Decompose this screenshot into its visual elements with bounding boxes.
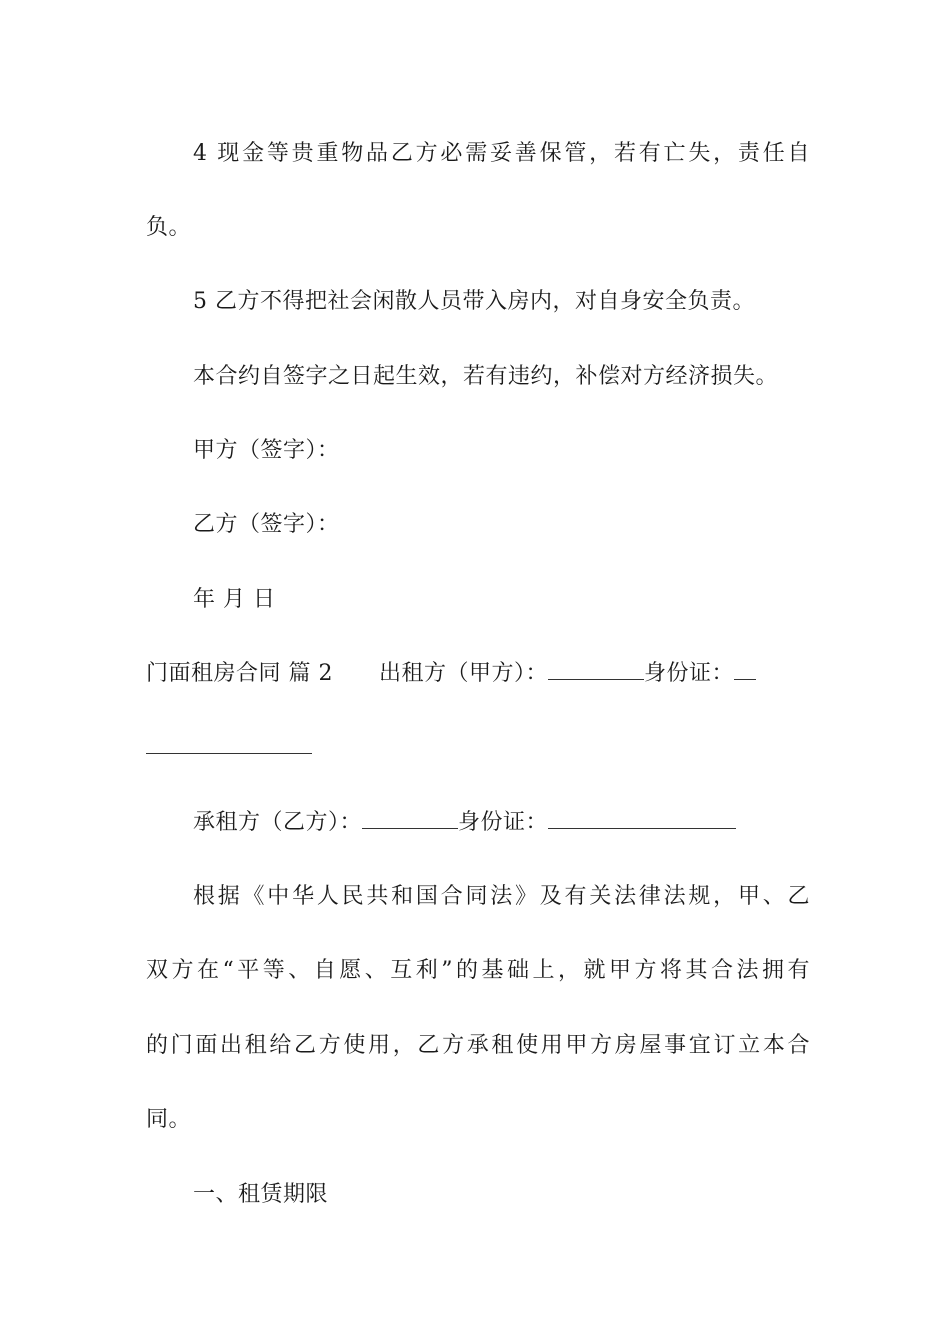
- lessee-line: [193, 808, 810, 838]
- lessor-id-label: 身份证：: [644, 661, 735, 686]
- item-4-line-1: 4 现金等贵重物品乙方必需妥善保管，若有亡失，责任自: [193, 141, 810, 166]
- lessor-name-blank: [548, 659, 644, 680]
- party-a-signature-label: 甲方（签字）：: [193, 438, 340, 463]
- contract-2-header-line: [146, 659, 810, 689]
- contract-2-title: 门面租房合同 篇 2: [146, 661, 333, 686]
- lessee-name-blank: [362, 808, 458, 829]
- party-b-signature-label: 乙方（签字）：: [193, 512, 340, 537]
- basis-line-1: 根据《中华人民共和国合同法》及有关法律法规，甲、乙: [193, 884, 810, 909]
- basis-line-2: 双方在“平等、自愿、互利”的基础上，就甲方将其合法拥有: [146, 958, 810, 983]
- lessor-label: 出租方（甲方）：: [378, 661, 548, 686]
- lessor-id-blank-line: [146, 733, 810, 763]
- lessor-id-blank-end: [146, 733, 312, 754]
- date-line: 年 月 日: [193, 587, 276, 612]
- lessor-id-blank-start: [734, 659, 756, 680]
- lessee-id-label: 身份证：: [458, 810, 549, 835]
- item-4-line-2: 负。: [146, 215, 192, 240]
- lessee-id-blank: [548, 808, 736, 829]
- section-1-title: 一、租赁期限: [193, 1182, 329, 1207]
- effect-clause: 本合约自签字之日起生效，若有违约，补偿对方经济损失。: [193, 364, 779, 389]
- lessee-label: 承租方（乙方）：: [193, 810, 363, 835]
- basis-line-4: 同。: [146, 1107, 192, 1132]
- basis-line-3: 的门面出租给乙方使用，乙方承租使用甲方房屋事宜订立本合: [146, 1033, 810, 1058]
- item-5: 5 乙方不得把社会闲散人员带入房内，对自身安全负责。: [193, 289, 755, 314]
